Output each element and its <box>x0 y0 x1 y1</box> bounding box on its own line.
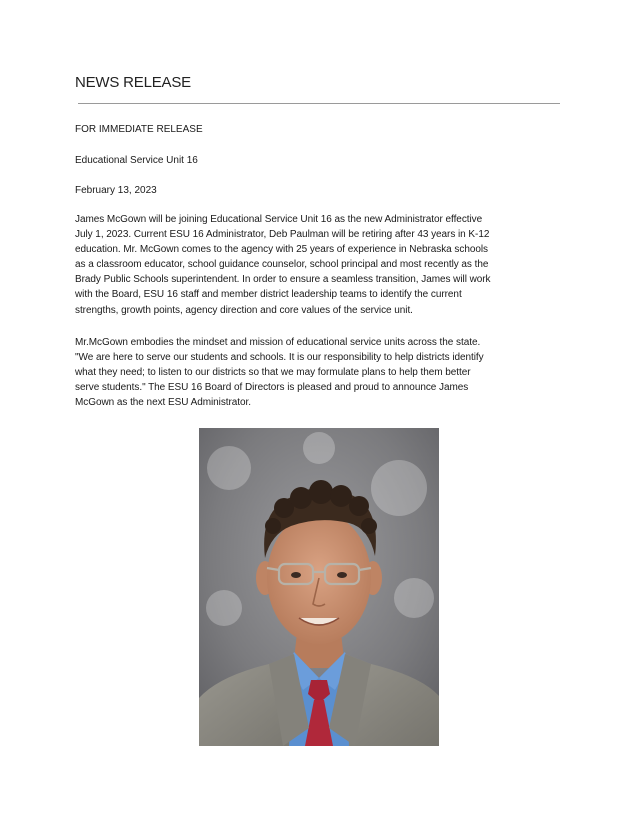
paragraph-announcement <box>75 212 565 318</box>
paragraph-line: education. Mr. McGown comes to the agency with 25 years of experience in Nebraska schools <box>75 244 488 256</box>
paragraph-line: strengths, growth points, agency direction and core values of the service unit. <box>75 304 413 316</box>
paragraph-line: July 1, 2023. Current ESU 16 Administrator, Deb Paulman will be retiring after 43 years in K-12 <box>75 229 490 241</box>
paragraph-line: "We are here to serve our students and schools. It is our responsibility to help districts identify <box>75 352 484 364</box>
title-divider <box>78 103 560 104</box>
portrait-photo <box>199 428 439 746</box>
eye-left <box>291 572 301 578</box>
paragraph-mission <box>75 335 565 410</box>
paragraph-line: serve students." The ESU 16 Board of Directors is pleased and proud to announce James <box>75 382 469 394</box>
release-type: FOR IMMEDIATE RELEASE <box>75 124 203 135</box>
paragraph-line: with the Board, ESU 16 staff and member district leadership teams to identify the current <box>75 289 462 301</box>
paragraph-line: McGown as the next ESU Administrator. <box>75 397 252 409</box>
page-title: NEWS RELEASE <box>75 74 191 91</box>
paragraph-line: as a classroom educator, school guidance counselor, school principal and most recently as the <box>75 259 489 271</box>
organization-name: Educational Service Unit 16 <box>75 155 198 166</box>
paragraph-line: what they need; to listen to our districts so that we may formulate plans to help them better <box>75 367 471 379</box>
paragraph-line: Brady Public Schools superintendent. In order to ensure a seamless transition, James will work <box>75 274 491 286</box>
paragraph-line: James McGown will be joining Educational Service Unit 16 as the new Administrator effective <box>75 214 483 225</box>
release-date: February 13, 2023 <box>75 185 157 196</box>
eye-right <box>337 572 347 578</box>
portrait-illustration <box>199 428 439 746</box>
paragraph-line: Mr.McGown embodies the mindset and mission of educational service units across the state. <box>75 337 481 348</box>
